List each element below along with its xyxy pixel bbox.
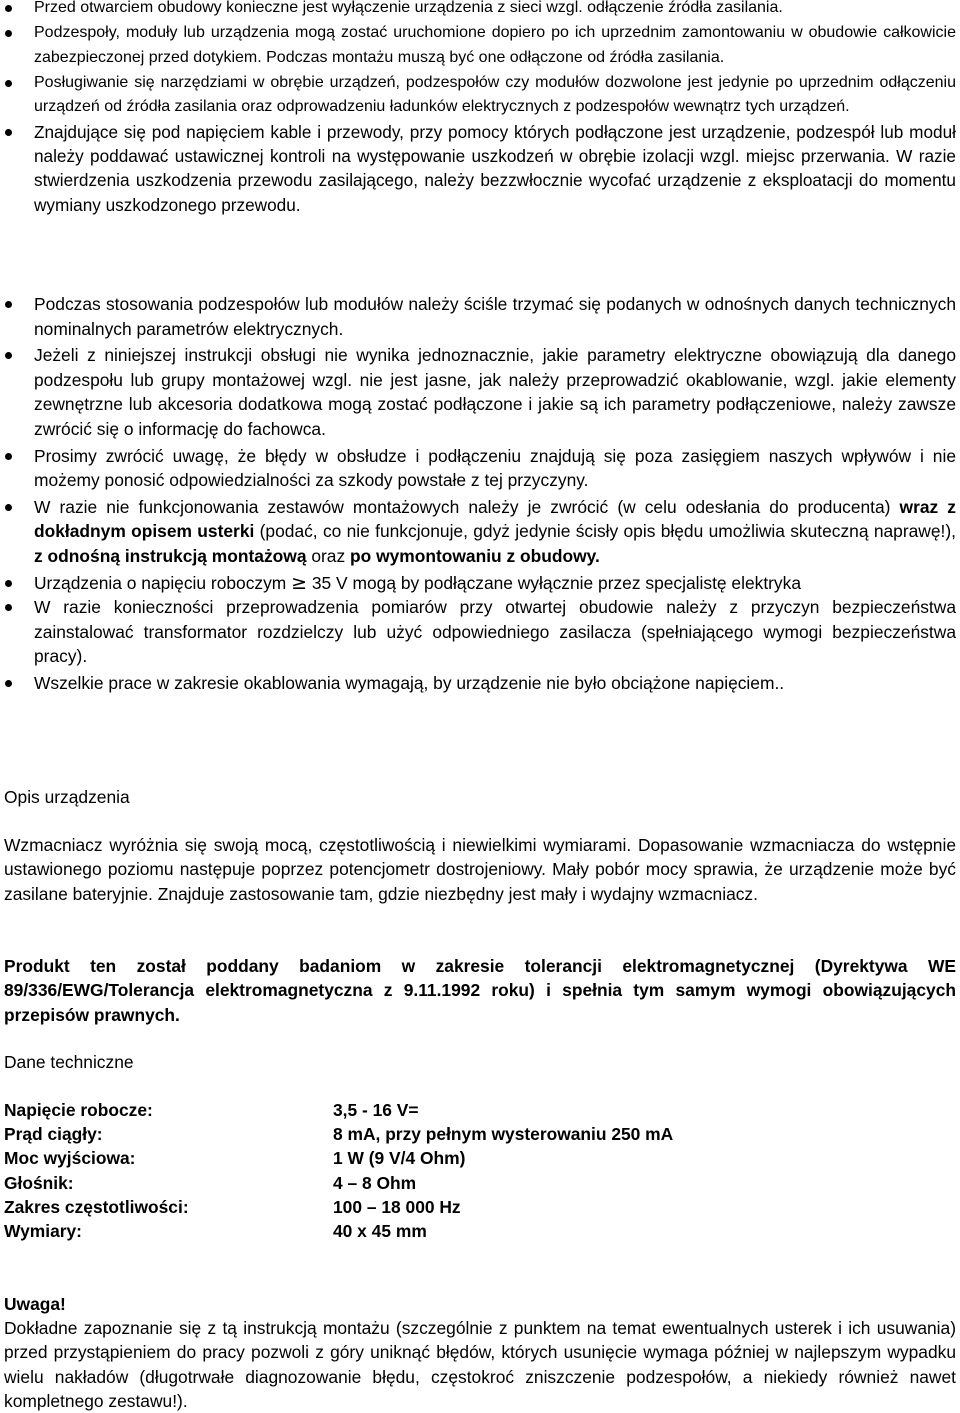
spec-value: 4 – 8 Ohm <box>333 1172 417 1193</box>
tech-specs-table <box>4 1098 673 1243</box>
list-item <box>4 343 956 441</box>
list-item <box>4 595 956 669</box>
bullet-icon <box>4 571 34 587</box>
spec-value: 8 mA, przy pełnym wysterowaniu 250 mA <box>333 1124 674 1145</box>
list-item-text: Jeżeli z niniejszej instrukcji obsługi nie wynika jednoznacznie, jakie parametry elektryczne obowiązują dla danego podzespołu lub grupy montażowej wzgl. nie jest jasne, jak należy przeprowadzić okablowanie, wzgl. jakie elementy zewnętrzne lub akcesoria dodatkowa mogą zostać podłączone i jakie są ich parametry podłączeniowe, należy zawsze zwrócić się o informację do fachowca. <box>34 345 956 439</box>
bullet-icon <box>4 120 34 136</box>
bullet-icon <box>4 343 34 359</box>
spec-label: Zakres częstotliwości: <box>4 1196 189 1217</box>
opis-paragraph: Wzmacniacz wyróżnia się swoją mocą, częstotliwością i niewielkimi wymiarami. Dopasowanie wzmacniacza do wstępnie ustawionego poziomu następuje poprzez potencjometr dostrojeniowy. Mały pobór mocy sprawia, że urządzenie może być zasilane bateryjnie. Znajduje zastosowanie tam, gdzie niezbędny jest mały i wydajny wzmacniacz. <box>4 835 956 904</box>
list-item <box>4 0 956 21</box>
list-item-text: Posługiwanie się narzędziami w obrębie urządzeń, podzespołów czy modułów dozwolone jest jedynie po uprzednim odłączeniu urządzeń od źródła zasilania oraz odprowadzeniu ładunków elektrycznych z podzespołów wewnątrz tych urządzeń. <box>34 73 956 115</box>
list-item-text: Urządzenia o napięciu roboczym ≥ 35 V mogą by podłączane wyłącznie przez specjalistę elektryka <box>34 571 801 594</box>
spec-value: 40 x 45 mm <box>333 1221 427 1242</box>
bullet-icon <box>4 595 34 611</box>
list-item <box>4 21 956 70</box>
list-item <box>4 671 956 696</box>
list-item <box>4 571 956 596</box>
section-title-opis: Opis urządzenia <box>4 787 130 807</box>
bullet-icon <box>4 495 34 511</box>
list-item <box>4 71 956 120</box>
bullet-icon <box>4 71 34 87</box>
section-title-uwaga: Uwaga! <box>4 1294 66 1314</box>
list-item-text: W razie nie funkcjonowania zestawów montażowych należy je zwrócić (w celu odesłania do producenta) wraz z dokładnym opisem usterki (podać, co nie funkcjonuje, gdyż jedynie ścisły opis błędu umożliwia skuteczną naprawę!), z odnośną instrukcją montażową oraz po wymontowaniu z obudowy. <box>34 496 956 566</box>
list-item-text: Podzespoły, moduły lub urządzenia mogą zostać uruchomione dopiero po ich uprzednim zamontowaniu w obudowie całkowicie zabezpieczonej przed dotykiem. Podczas montażu muszą być one odłączone od źródła zasilania. <box>34 24 956 66</box>
spec-row <box>4 1122 673 1146</box>
list-item-text: W razie konieczności przeprowadzenia pomiarów przy otwartej obudowie należy z przyczyn bezpieczeństwa zainstalować transformator rozdzielczy lub użyć odpowiedniego zasilacza (spełniającego wymogi bezpieczeństwa pracy). <box>34 597 956 667</box>
bullet-icon <box>4 444 34 460</box>
list-item-text: Znajdujące się pod napięciem kable i przewody, przy pomocy których podłączone jest urządzenie, podzespół lub moduł należy poddawać ustawicznej kontroli na występowanie uszkodzeń w obrębie izolacji wzgl. miejsc przerwania. W razie stwierdzenia uszkodzenia przewodu zasilającego, należy bezzwłocznie wycofać urządzenie z eksploatacji do momentu wymiany uszkodzonego przewodu. <box>34 122 956 215</box>
bullet-icon <box>4 671 34 687</box>
uwaga-paragraph: Dokładne zapoznanie się z tą instrukcją montażu (szczególnie z punktem na temat ewentualnych usterek i ich usuwania) przed przystąpieniem do pracy pozwoli z góry uniknąć błędów, których usunięcie wymaga później w najlepszym wypadku wielu nakładów (długotrwałe diagnozowanie błędu, częstokroć zniszczenie podzespołów, a niekiedy również nawet kompletnego zestawu!). <box>4 1318 956 1411</box>
spec-label: Prąd ciągły: <box>4 1124 103 1145</box>
spec-row <box>4 1098 673 1122</box>
bullet-icon <box>4 0 34 12</box>
list-item <box>4 120 956 217</box>
spec-row <box>4 1195 673 1219</box>
safety-list-2 <box>4 292 956 696</box>
list-item-text: Przed otwarciem obudowy konieczne jest wyłączenie urządzenia z sieci wzgl. odłączenie źródła zasilania. <box>34 0 783 16</box>
list-item-text: Podczas stosowania podzespołów lub modułów należy ściśle trzymać się podanych w odnośnych danych technicznych nominalnych parametrów elektrycznych. <box>34 294 956 339</box>
spec-value: 1 W (9 V/4 Ohm) <box>333 1148 466 1169</box>
list-item-text: Prosimy zwrócić uwagę, że błędy w obsłudze i podłączeniu znajdują się poza zasięgiem naszych wpływów i nie możemy ponosić odpowiedzialności za szkody powstałe z tej przyczyny. <box>34 445 956 491</box>
spec-value: 3,5 - 16 V= <box>333 1100 419 1120</box>
list-item <box>4 444 956 493</box>
spec-row <box>4 1219 673 1243</box>
safety-list-1 <box>4 0 956 217</box>
greater-or-equal-symbol: ≥ <box>291 571 308 594</box>
spec-label: Moc wyjściowa: <box>4 1148 136 1169</box>
spec-label: Wymiary: <box>4 1221 82 1242</box>
bullet-icon <box>4 292 34 308</box>
list-item <box>4 292 956 341</box>
spec-label: Napięcie robocze: <box>4 1100 153 1120</box>
spec-row <box>4 1146 673 1170</box>
spec-label: Głośnik: <box>4 1172 74 1193</box>
section-title-tech: Dane techniczne <box>4 1052 134 1072</box>
compliance-paragraph: Produkt ten został poddany badaniom w zakresie tolerancji elektromagnetycznej (Dyrektywa WE 89/336/EWG/Tolerancja elektromagnetyczna z 9.11.1992 roku) i spełnia tym samym wymogi obowiązujących przepisów prawnych. <box>4 956 956 1025</box>
list-item-text: Wszelkie prace w zakresie okablowania wymagają, by urządzenie nie było obciążone napięciem.. <box>34 672 785 693</box>
spec-value: 100 – 18 000 Hz <box>333 1196 461 1217</box>
list-item <box>4 495 956 569</box>
bullet-icon <box>4 21 34 37</box>
spec-row <box>4 1171 673 1195</box>
